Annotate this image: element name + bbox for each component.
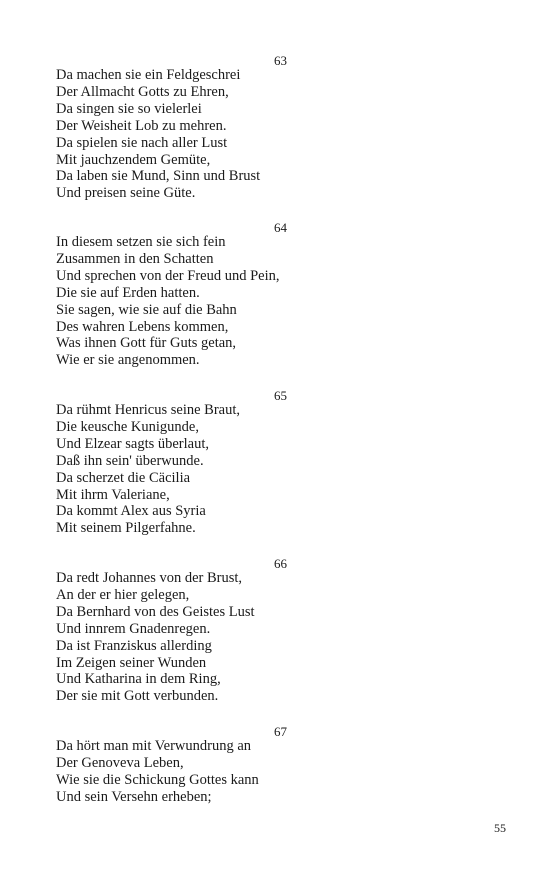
verse-line: Wie er sie angenommen. [56, 352, 200, 369]
stanza-number: 63 [274, 53, 287, 68]
verse-line: Die keusche Kunigunde, [56, 418, 199, 435]
stanza-number: 64 [274, 220, 287, 235]
verse-line: Da singen sie so vielerlei [56, 100, 202, 117]
verse-line: Wie sie die Schickung Gottes kann [56, 771, 259, 788]
stanza-lines [56, 738, 259, 806]
verse-line: Und preisen seine Güte. [56, 185, 196, 202]
verse-line: Da spielen sie nach aller Lust [56, 134, 228, 151]
verse-line: Da Bernhard von des Geistes Lust [56, 603, 255, 620]
verse-line: Da laben sie Mund, Sinn und Brust [56, 168, 261, 185]
verse-line: Mit seinem Pilgerfahne. [56, 520, 196, 537]
verse-line: Daß ihn sein' überwunde. [56, 452, 204, 469]
stanza-lines [56, 402, 240, 537]
verse-line: Im Zeigen seiner Wunden [56, 654, 207, 671]
verse-line: Da hört man mit Verwundrung an [56, 738, 252, 754]
verse-line: In diesem setzen sie sich fein [56, 234, 226, 250]
stanza-lines [56, 570, 255, 705]
verse-line: Und innrem Gnadenregen. [56, 620, 211, 637]
verse-line: Und Elzear sagts überlaut, [56, 435, 210, 452]
verse-line: Die sie auf Erden hatten. [56, 284, 200, 301]
verse-line: Da ist Franziskus allerding [56, 637, 212, 654]
verse-line: Und sprechen von der Freud und Pein, [56, 267, 280, 284]
stanza-number: 67 [274, 724, 287, 739]
verse-line: Des wahren Lebens kommen, [56, 318, 229, 335]
stanza-lines [56, 67, 260, 202]
verse-line: Und sein Versehn erheben; [56, 788, 212, 805]
verse-line: Und Katharina in dem Ring, [56, 671, 221, 688]
verse-line: An der er hier gelegen, [56, 586, 190, 603]
stanza-lines [56, 234, 280, 369]
page-number: 55 [494, 821, 506, 835]
verse-line: Der Allmacht Gotts zu Ehren, [56, 83, 229, 100]
verse-line: Da rühmt Henricus seine Braut, [56, 402, 241, 418]
verse-line: Da scherzet die Cäcilia [56, 469, 191, 486]
verse-line: Sie sagen, wie sie auf die Bahn [56, 301, 237, 318]
verse-line: Da machen sie ein Feldgeschrei [56, 67, 241, 83]
verse-line: Der sie mit Gott verbunden. [56, 688, 219, 705]
verse-line: Da kommt Alex aus Syria [56, 503, 206, 520]
verse-line: Was ihnen Gott für Guts getan, [56, 335, 237, 352]
verse-line: Mit ihrm Valeriane, [56, 486, 170, 503]
verse-line: Mit jauchzendem Gemüte, [56, 151, 211, 168]
verse-line: Der Weisheit Lob zu mehren. [56, 117, 227, 134]
verse-line: Der Genoveva Leben, [56, 754, 184, 771]
stanza-number: 65 [274, 388, 287, 403]
verse-line: Da redt Johannes von der Brust, [56, 570, 243, 586]
verse-line: Zusammen in den Schatten [56, 250, 214, 267]
stanza-number: 66 [274, 556, 287, 571]
